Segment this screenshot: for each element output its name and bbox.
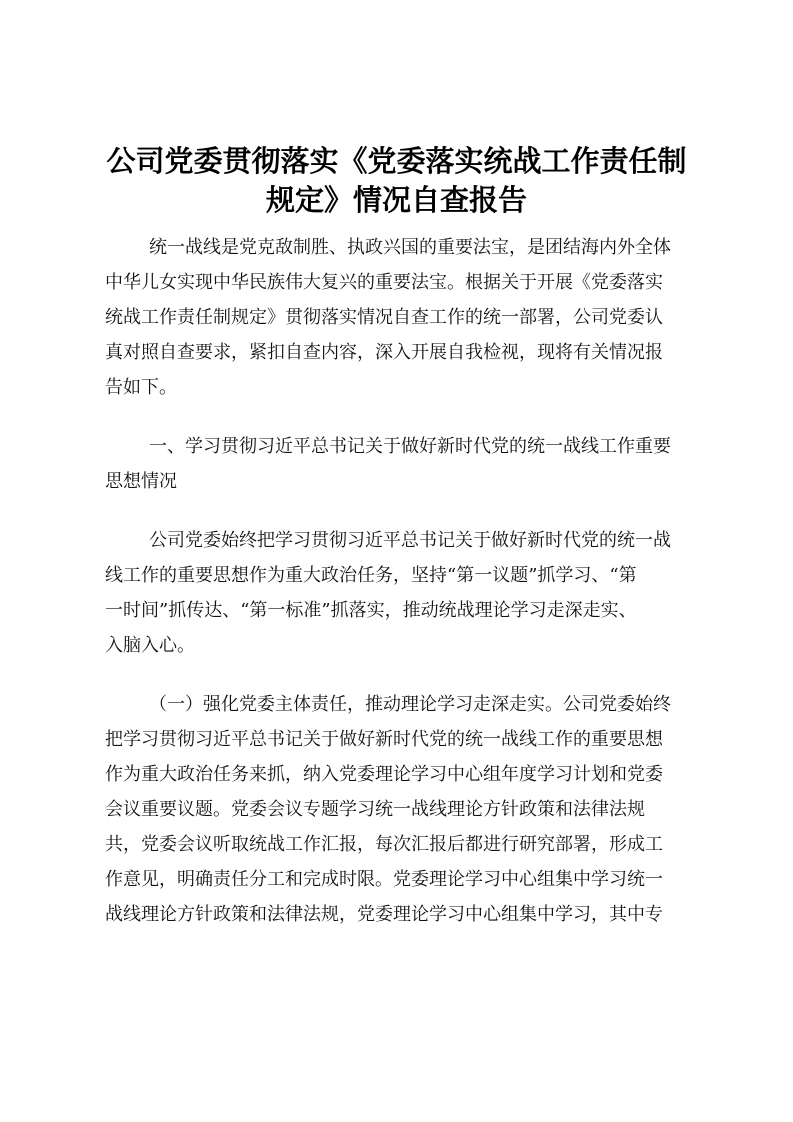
- paragraph-line: 线工作的重要思想作为重大政治任务，坚持“第一议题”抓学习、“第: [105, 565, 637, 586]
- document-body: [105, 230, 695, 956]
- paragraph-line: 思想情况: [105, 471, 177, 492]
- paragraph-line: 会议重要议题。党委会议专题学习统一战线理论方针政策和法律法规: [105, 799, 645, 820]
- paragraph-line: 作意见，明确责任分工和完成时限。党委理论学习中心组集中学习统一: [105, 869, 663, 890]
- paragraph-intro: [105, 230, 695, 405]
- paragraph-line: 一、学习贯彻习近平总书记关于做好新时代党的统一战线工作重要: [149, 436, 671, 457]
- paragraph-line: 公司党委始终把学习贯彻习近平总书记关于做好新时代党的统一战: [149, 530, 671, 551]
- section-heading-1: [105, 429, 695, 499]
- paragraph-section-1-summary: [105, 523, 695, 663]
- paragraph-line: 把学习贯彻习近平总书记关于做好新时代党的统一战线工作的重要思想: [105, 729, 663, 750]
- paragraph-line: 作为重大政治任务来抓，纳入党委理论学习中心组年度学习计划和党委: [105, 764, 663, 785]
- paragraph-line: 一时间”抓传达、“第一标准”抓落实，推动统战理论学习走深走实、: [105, 600, 637, 621]
- paragraph-line: 战线理论方针政策和法律法规，党委理论学习中心组集中学习，其中专: [105, 904, 663, 925]
- paragraph-line: （一）强化党委主体责任，推动理论学习走深走实。公司党委始终: [149, 694, 671, 715]
- paragraph-line: 统战工作责任制规定》贯彻落实情况自查工作的统一部署，公司党委认: [105, 307, 663, 328]
- document-title-line-2: 规定》情况自查报告: [265, 183, 527, 217]
- paragraph-line: 真对照自查要求，紧扣自查内容，深入开展自我检视，现将有关情况报: [105, 342, 663, 363]
- paragraph-line: 共，党委会议听取统战工作汇报，每次汇报后都进行研究部署，形成工: [105, 834, 663, 855]
- paragraph-subsection-1: [105, 687, 695, 932]
- paragraph-line: 统一战线是党克敌制胜、执政兴国的重要法宝，是团结海内外全体: [149, 237, 671, 258]
- paragraph-line: 告如下。: [105, 377, 177, 398]
- paragraph-line: 中华儿女实现中华民族伟大复兴的重要法宝。根据关于开展《党委落实: [105, 272, 663, 293]
- document-title-line-1: 公司党委贯彻落实《党委落实统战工作责任制: [106, 144, 687, 178]
- paragraph-line: 入脑入心。: [105, 635, 195, 656]
